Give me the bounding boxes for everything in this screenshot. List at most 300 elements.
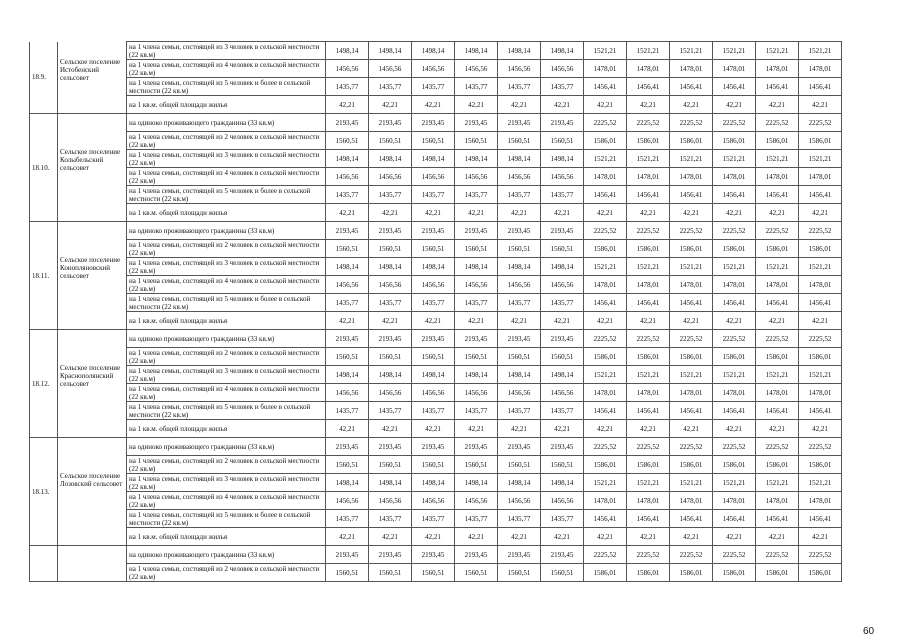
- value-cell: 1435,77: [498, 78, 541, 96]
- value-cell: 1521,21: [584, 258, 627, 276]
- value-cell: 1498,14: [498, 258, 541, 276]
- value-cell: 1560,51: [326, 240, 369, 258]
- value-cell: 42,21: [326, 528, 369, 546]
- value-cell: 1456,56: [455, 60, 498, 78]
- value-cell: 42,21: [627, 204, 670, 222]
- value-cell: 1435,77: [412, 294, 455, 312]
- value-cell: 1521,21: [756, 474, 799, 492]
- value-cell: 42,21: [498, 420, 541, 438]
- value-cell: 1560,51: [541, 456, 584, 474]
- value-cell: 1435,77: [541, 510, 584, 528]
- value-cell: 1498,14: [541, 42, 584, 60]
- value-cell: 42,21: [498, 312, 541, 330]
- norm-description: на 1 члена семьи, состоящей из 5 человек и более в сельской местности (22 кв.м): [127, 78, 326, 96]
- value-cell: 1435,77: [326, 186, 369, 204]
- table-row: [30, 168, 842, 186]
- value-cell: 42,21: [756, 204, 799, 222]
- value-cell: 1456,56: [541, 60, 584, 78]
- value-cell: 2193,45: [498, 222, 541, 240]
- table-row: [30, 276, 842, 294]
- norm-description: на 1 члена семьи, состоящей из 4 человек в сельской местности (22 кв.м): [127, 276, 326, 294]
- table-row: [30, 204, 842, 222]
- value-cell: 1498,14: [455, 366, 498, 384]
- value-cell: 1521,21: [799, 366, 842, 384]
- value-cell: 1521,21: [584, 366, 627, 384]
- value-cell: 1586,01: [584, 564, 627, 582]
- value-cell: 42,21: [326, 312, 369, 330]
- value-cell: 42,21: [326, 204, 369, 222]
- page-number: 60: [863, 626, 875, 637]
- value-cell: 1586,01: [627, 132, 670, 150]
- value-cell: 1435,77: [541, 402, 584, 420]
- norm-description: на одиноко проживающего гражданина (33 кв.м): [127, 546, 326, 564]
- table-row: [30, 312, 842, 330]
- value-cell: 1435,77: [541, 186, 584, 204]
- value-cell: 42,21: [369, 528, 412, 546]
- value-cell: 1478,01: [627, 384, 670, 402]
- table-row: [30, 438, 842, 456]
- value-cell: 1435,77: [541, 78, 584, 96]
- value-cell: 1498,14: [326, 150, 369, 168]
- table-row: [30, 564, 842, 582]
- row-number: 18.12.: [30, 330, 58, 438]
- value-cell: 2193,45: [541, 114, 584, 132]
- value-cell: 2225,52: [713, 222, 756, 240]
- value-cell: 1478,01: [670, 168, 713, 186]
- value-cell: 1521,21: [713, 474, 756, 492]
- value-cell: 42,21: [455, 312, 498, 330]
- value-cell: 1435,77: [455, 510, 498, 528]
- value-cell: 2225,52: [584, 546, 627, 564]
- norm-description: на 1 члена семьи, состоящей из 4 человек в сельской местности (22 кв.м): [127, 492, 326, 510]
- value-cell: 1456,41: [799, 402, 842, 420]
- value-cell: 1521,21: [756, 366, 799, 384]
- value-cell: 1586,01: [670, 240, 713, 258]
- norm-description: на 1 члена семьи, состоящей из 2 человек в сельской местности (22 кв.м): [127, 564, 326, 582]
- value-cell: 1498,14: [326, 366, 369, 384]
- value-cell: 1560,51: [369, 348, 412, 366]
- value-cell: 2193,45: [369, 114, 412, 132]
- value-cell: 2193,45: [455, 330, 498, 348]
- value-cell: 1560,51: [541, 348, 584, 366]
- value-cell: 1478,01: [756, 60, 799, 78]
- value-cell: 1456,41: [670, 78, 713, 96]
- value-cell: 2193,45: [455, 222, 498, 240]
- value-cell: 1560,51: [369, 240, 412, 258]
- value-cell: 1560,51: [369, 132, 412, 150]
- table-row: [30, 186, 842, 204]
- value-cell: 42,21: [584, 96, 627, 114]
- value-cell: 2225,52: [670, 222, 713, 240]
- value-cell: 1456,41: [627, 78, 670, 96]
- norm-description: на 1 члена семьи, состоящей из 2 человек в сельской местности (22 кв.м): [127, 348, 326, 366]
- value-cell: 1498,14: [455, 474, 498, 492]
- value-cell: 42,21: [756, 312, 799, 330]
- value-cell: 1456,41: [756, 402, 799, 420]
- settlement-name: Сельское поселение Конопляновский сельсовет: [58, 222, 127, 330]
- value-cell: 1478,01: [627, 168, 670, 186]
- value-cell: 1435,77: [369, 186, 412, 204]
- value-cell: 42,21: [799, 312, 842, 330]
- value-cell: 1478,01: [799, 384, 842, 402]
- value-cell: 1435,77: [369, 78, 412, 96]
- value-cell: 42,21: [713, 96, 756, 114]
- value-cell: 1456,41: [756, 78, 799, 96]
- value-cell: 2225,52: [799, 222, 842, 240]
- norm-description: на 1 члена семьи, состоящей из 2 человек в сельской местности (22 кв.м): [127, 240, 326, 258]
- value-cell: 1456,56: [326, 384, 369, 402]
- norm-description: на 1 члена семьи, состоящей из 5 человек и более в сельской местности (22 кв.м): [127, 402, 326, 420]
- value-cell: 2225,52: [670, 330, 713, 348]
- value-cell: 1586,01: [627, 564, 670, 582]
- value-cell: 2225,52: [713, 114, 756, 132]
- value-cell: 1498,14: [369, 258, 412, 276]
- value-cell: 1560,51: [455, 132, 498, 150]
- value-cell: 2193,45: [498, 546, 541, 564]
- value-cell: 1498,14: [541, 150, 584, 168]
- value-cell: 1521,21: [799, 474, 842, 492]
- value-cell: 2225,52: [627, 114, 670, 132]
- value-cell: 1478,01: [799, 60, 842, 78]
- value-cell: 1456,56: [326, 276, 369, 294]
- value-cell: 1456,41: [756, 510, 799, 528]
- value-cell: 1478,01: [756, 492, 799, 510]
- value-cell: 1478,01: [670, 492, 713, 510]
- value-cell: 1435,77: [326, 510, 369, 528]
- value-cell: 1456,41: [627, 294, 670, 312]
- table-row: [30, 42, 842, 60]
- norm-description: на 1 кв.м. общей площади жилья: [127, 420, 326, 438]
- table-row: [30, 96, 842, 114]
- norm-description: на одиноко проживающего гражданина (33 кв.м): [127, 114, 326, 132]
- value-cell: 42,21: [584, 528, 627, 546]
- value-cell: 2193,45: [412, 546, 455, 564]
- value-cell: 1560,51: [326, 456, 369, 474]
- value-cell: 1560,51: [541, 240, 584, 258]
- value-cell: 1478,01: [584, 384, 627, 402]
- value-cell: 42,21: [498, 204, 541, 222]
- value-cell: 1478,01: [799, 276, 842, 294]
- value-cell: 1478,01: [756, 168, 799, 186]
- value-cell: 1586,01: [584, 240, 627, 258]
- value-cell: 1521,21: [670, 258, 713, 276]
- value-cell: 42,21: [412, 420, 455, 438]
- value-cell: 1521,21: [670, 366, 713, 384]
- value-cell: 42,21: [713, 420, 756, 438]
- value-cell: 1498,14: [541, 258, 584, 276]
- value-cell: 1478,01: [627, 492, 670, 510]
- value-cell: 1560,51: [498, 132, 541, 150]
- value-cell: 1456,56: [541, 168, 584, 186]
- value-cell: 1456,41: [670, 510, 713, 528]
- row-number: 18.11.: [30, 222, 58, 330]
- table-row: [30, 474, 842, 492]
- value-cell: 1521,21: [670, 42, 713, 60]
- value-cell: 1560,51: [455, 456, 498, 474]
- value-cell: 1456,56: [498, 276, 541, 294]
- value-cell: 2225,52: [799, 438, 842, 456]
- norm-description: на одиноко проживающего гражданина (33 кв.м): [127, 222, 326, 240]
- value-cell: 1456,41: [584, 186, 627, 204]
- value-cell: 1478,01: [713, 60, 756, 78]
- value-cell: 1456,56: [455, 168, 498, 186]
- value-cell: 42,21: [326, 96, 369, 114]
- value-cell: 1560,51: [541, 132, 584, 150]
- value-cell: 42,21: [412, 204, 455, 222]
- value-cell: 42,21: [541, 420, 584, 438]
- value-cell: 42,21: [713, 528, 756, 546]
- table-row: [30, 78, 842, 96]
- value-cell: 1435,77: [498, 294, 541, 312]
- value-cell: 42,21: [541, 204, 584, 222]
- value-cell: 1456,41: [584, 78, 627, 96]
- value-cell: 2193,45: [541, 438, 584, 456]
- value-cell: 1586,01: [756, 132, 799, 150]
- value-cell: 1478,01: [627, 60, 670, 78]
- value-cell: 2225,52: [627, 222, 670, 240]
- value-cell: 1456,56: [326, 168, 369, 186]
- value-cell: 42,21: [584, 204, 627, 222]
- value-cell: 42,21: [799, 420, 842, 438]
- value-cell: 1456,56: [326, 492, 369, 510]
- table-row: [30, 366, 842, 384]
- norm-description: на 1 кв.м. общей площади жилья: [127, 96, 326, 114]
- value-cell: 1456,56: [455, 276, 498, 294]
- value-cell: 1435,77: [455, 294, 498, 312]
- value-cell: 1435,77: [326, 402, 369, 420]
- value-cell: 42,21: [670, 204, 713, 222]
- value-cell: 1560,51: [498, 240, 541, 258]
- value-cell: 42,21: [412, 528, 455, 546]
- value-cell: 42,21: [756, 420, 799, 438]
- value-cell: 1586,01: [713, 240, 756, 258]
- value-cell: 2193,45: [541, 330, 584, 348]
- value-cell: 1478,01: [713, 168, 756, 186]
- value-cell: 2193,45: [455, 438, 498, 456]
- value-cell: 1456,41: [799, 510, 842, 528]
- value-cell: 42,21: [799, 528, 842, 546]
- value-cell: 1435,77: [326, 294, 369, 312]
- value-cell: 1456,56: [369, 384, 412, 402]
- value-cell: 1586,01: [584, 456, 627, 474]
- value-cell: 1521,21: [584, 42, 627, 60]
- value-cell: 1586,01: [627, 456, 670, 474]
- value-cell: 2225,52: [799, 114, 842, 132]
- value-cell: 1435,77: [455, 402, 498, 420]
- value-cell: 1521,21: [670, 474, 713, 492]
- value-cell: 1456,56: [369, 60, 412, 78]
- value-cell: 2193,45: [369, 222, 412, 240]
- value-cell: 2225,52: [584, 330, 627, 348]
- value-cell: 1560,51: [326, 564, 369, 582]
- value-cell: 2193,45: [412, 114, 455, 132]
- value-cell: 1560,51: [412, 456, 455, 474]
- value-cell: 1456,41: [713, 510, 756, 528]
- value-cell: 1478,01: [713, 276, 756, 294]
- value-cell: 1586,01: [670, 456, 713, 474]
- value-cell: 1586,01: [799, 240, 842, 258]
- value-cell: 1456,41: [713, 186, 756, 204]
- value-cell: 42,21: [369, 420, 412, 438]
- value-cell: 1478,01: [799, 492, 842, 510]
- value-cell: 1586,01: [713, 348, 756, 366]
- table-row: [30, 330, 842, 348]
- value-cell: 1560,51: [412, 240, 455, 258]
- value-cell: 1456,41: [799, 294, 842, 312]
- value-cell: 42,21: [584, 312, 627, 330]
- value-cell: 2225,52: [756, 222, 799, 240]
- value-cell: 1456,41: [670, 294, 713, 312]
- value-cell: 1456,41: [756, 294, 799, 312]
- value-cell: 1478,01: [584, 60, 627, 78]
- value-cell: 42,21: [412, 96, 455, 114]
- norm-description: на одиноко проживающего гражданина (33 кв.м): [127, 330, 326, 348]
- table-row: [30, 510, 842, 528]
- tariff-table: [29, 41, 842, 582]
- value-cell: 42,21: [799, 204, 842, 222]
- value-cell: 1498,14: [455, 258, 498, 276]
- value-cell: 1435,77: [498, 402, 541, 420]
- value-cell: 42,21: [541, 96, 584, 114]
- value-cell: 1435,77: [412, 402, 455, 420]
- value-cell: 1456,41: [584, 510, 627, 528]
- value-cell: 2193,45: [326, 330, 369, 348]
- table-row: [30, 348, 842, 366]
- value-cell: 1560,51: [455, 240, 498, 258]
- value-cell: 1456,41: [799, 186, 842, 204]
- value-cell: 1498,14: [369, 42, 412, 60]
- value-cell: 1498,14: [326, 258, 369, 276]
- settlement-name: Сельское поселение Истобенский сельсовет: [58, 42, 127, 114]
- value-cell: 1586,01: [584, 348, 627, 366]
- value-cell: 1521,21: [756, 150, 799, 168]
- value-cell: 1498,14: [326, 474, 369, 492]
- value-cell: 1478,01: [670, 384, 713, 402]
- value-cell: 2193,45: [326, 222, 369, 240]
- value-cell: 1521,21: [627, 474, 670, 492]
- value-cell: 2193,45: [498, 330, 541, 348]
- value-cell: 42,21: [455, 204, 498, 222]
- value-cell: 42,21: [756, 528, 799, 546]
- value-cell: 1435,77: [412, 78, 455, 96]
- value-cell: 1521,21: [799, 42, 842, 60]
- value-cell: 42,21: [541, 312, 584, 330]
- value-cell: 1435,77: [369, 510, 412, 528]
- value-cell: 1478,01: [584, 168, 627, 186]
- value-cell: 2225,52: [670, 114, 713, 132]
- value-cell: 1456,41: [713, 294, 756, 312]
- value-cell: 1498,14: [498, 42, 541, 60]
- value-cell: 1586,01: [670, 564, 713, 582]
- value-cell: 1456,41: [584, 294, 627, 312]
- row-number: 18.10.: [30, 114, 58, 222]
- value-cell: 2193,45: [369, 438, 412, 456]
- value-cell: 1586,01: [799, 348, 842, 366]
- value-cell: 1560,51: [541, 564, 584, 582]
- settlement-name: Сельское поселение Лозовский сельсовет: [58, 438, 127, 546]
- value-cell: 2225,52: [627, 438, 670, 456]
- value-cell: 42,21: [455, 96, 498, 114]
- value-cell: 1478,01: [756, 276, 799, 294]
- value-cell: 2225,52: [670, 438, 713, 456]
- norm-description: на 1 члена семьи, состоящей из 5 человек и более в сельской местности (22 кв.м): [127, 186, 326, 204]
- norm-description: на 1 кв.м. общей площади жилья: [127, 312, 326, 330]
- value-cell: 1521,21: [627, 42, 670, 60]
- value-cell: 42,21: [369, 312, 412, 330]
- value-cell: 1521,21: [799, 150, 842, 168]
- value-cell: 2193,45: [412, 438, 455, 456]
- norm-description: на 1 члена семьи, состоящей из 2 человек в сельской местности (22 кв.м): [127, 132, 326, 150]
- value-cell: 1560,51: [455, 564, 498, 582]
- table-body: [30, 42, 842, 582]
- value-cell: 1435,77: [369, 294, 412, 312]
- settlement-name: Сельское поселение Краснополянский сельсовет: [58, 330, 127, 438]
- value-cell: 2193,45: [541, 546, 584, 564]
- value-cell: 1456,56: [541, 276, 584, 294]
- table-row: [30, 132, 842, 150]
- value-cell: 1586,01: [670, 132, 713, 150]
- value-cell: 2225,52: [799, 330, 842, 348]
- value-cell: 2193,45: [326, 438, 369, 456]
- value-cell: 1586,01: [756, 240, 799, 258]
- value-cell: 2193,45: [369, 330, 412, 348]
- value-cell: 1456,56: [412, 276, 455, 294]
- value-cell: 1586,01: [670, 348, 713, 366]
- table-row: [30, 222, 842, 240]
- value-cell: 42,21: [627, 528, 670, 546]
- value-cell: 2225,52: [713, 546, 756, 564]
- value-cell: 1456,56: [498, 168, 541, 186]
- value-cell: 1478,01: [713, 492, 756, 510]
- value-cell: 1498,14: [455, 150, 498, 168]
- value-cell: 1478,01: [584, 492, 627, 510]
- value-cell: 1586,01: [713, 456, 756, 474]
- norm-description: на 1 члена семьи, состоящей из 4 человек в сельской местности (22 кв.м): [127, 168, 326, 186]
- value-cell: 1456,41: [670, 402, 713, 420]
- value-cell: 2193,45: [455, 114, 498, 132]
- row-number: 18.13.: [30, 438, 58, 546]
- value-cell: 1456,56: [412, 60, 455, 78]
- value-cell: 1456,41: [713, 78, 756, 96]
- value-cell: 1456,56: [412, 168, 455, 186]
- value-cell: 1498,14: [326, 42, 369, 60]
- value-cell: 1456,41: [756, 186, 799, 204]
- value-cell: 1456,41: [713, 402, 756, 420]
- norm-description: на 1 члена семьи, состоящей из 5 человек и более в сельской местности (22 кв.м): [127, 294, 326, 312]
- value-cell: 1521,21: [584, 474, 627, 492]
- value-cell: 1435,77: [369, 402, 412, 420]
- value-cell: 1521,21: [756, 42, 799, 60]
- table-row: [30, 150, 842, 168]
- value-cell: 1521,21: [713, 150, 756, 168]
- value-cell: 1456,41: [670, 186, 713, 204]
- value-cell: 1478,01: [799, 168, 842, 186]
- value-cell: 1521,21: [713, 258, 756, 276]
- value-cell: 1521,21: [584, 150, 627, 168]
- value-cell: 1560,51: [498, 564, 541, 582]
- table-row: [30, 402, 842, 420]
- value-cell: 1498,14: [369, 150, 412, 168]
- table-row: [30, 420, 842, 438]
- table-row: [30, 114, 842, 132]
- value-cell: 1456,56: [369, 168, 412, 186]
- value-cell: 2193,45: [369, 546, 412, 564]
- row-number: [30, 546, 58, 582]
- value-cell: 1435,77: [412, 510, 455, 528]
- value-cell: 1586,01: [627, 348, 670, 366]
- value-cell: 42,21: [455, 420, 498, 438]
- value-cell: 42,21: [670, 96, 713, 114]
